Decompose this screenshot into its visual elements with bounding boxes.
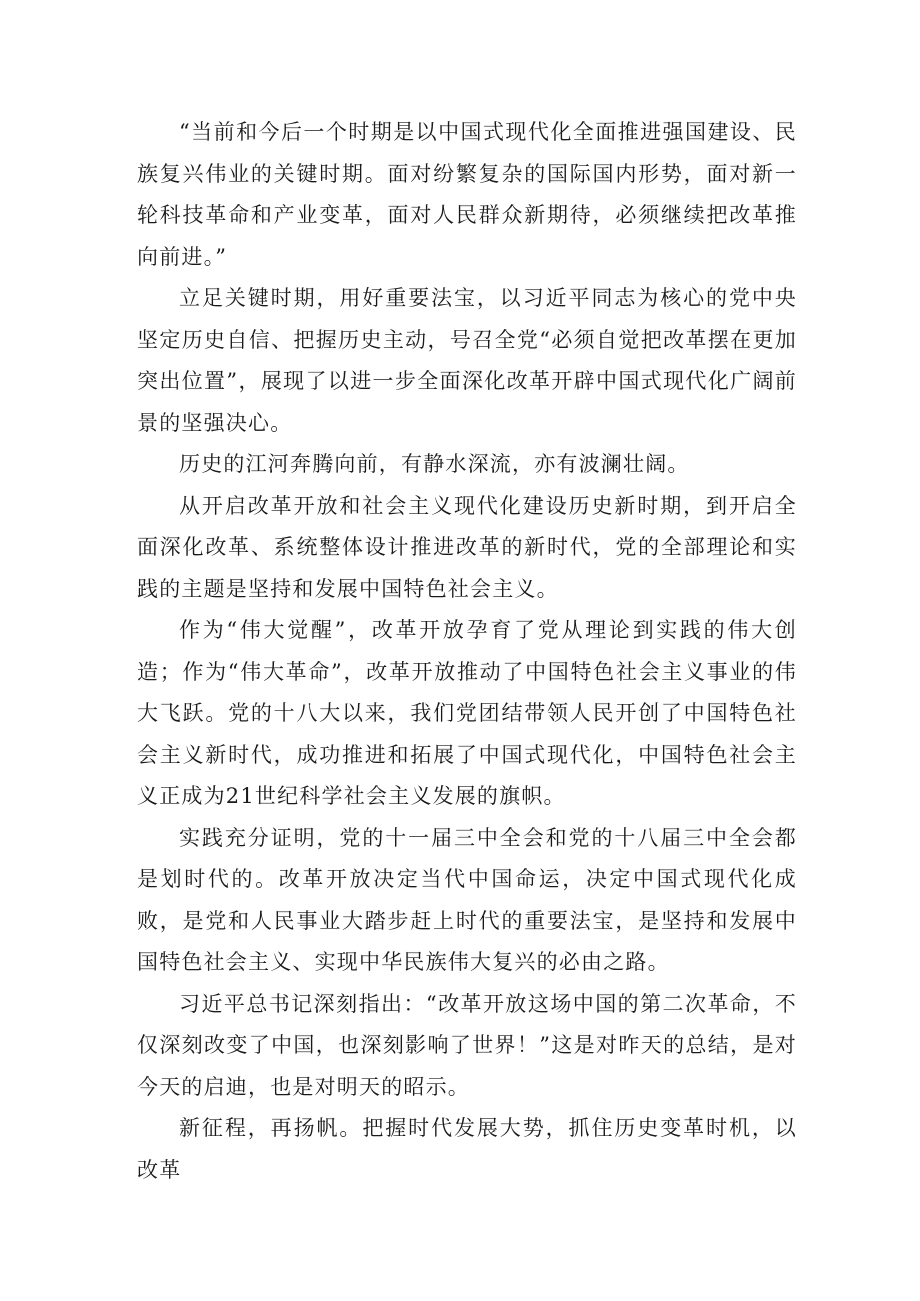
paragraph: 历史的江河奔腾向前，有静水深流，亦有波澜壮阔。 [179, 452, 690, 476]
paragraph: 实践充分证明，党的十一届三中全会和党的十八届三中全会都是划时代的。改革开放决定当代中国命运，决定中国式现代化成败，是党和人民事业大踏步赶上时代的重要法宝，是坚持和发展中国特色社会主义、实现中华民族伟大复兴的必由之路。 [137, 825, 797, 974]
paragraph: 作为“伟大觉醒”，改革开放孕育了党从理论到实践的伟大创造；作为“伟大革命”，改革开放推动了中国特色社会主义事业的伟大飞跃。党的十八大以来，我们党团结带领人民开创了中国特色社会主义新时代，成功推进和拓展了中国式现代化，中国特色社会主义正成为21世纪科学社会主义发展的旗帜。 [137, 618, 797, 808]
paragraph: 立足关键时期，用好重要法宝，以习近平同志为核心的党中央坚定历史自信、把握历史主动，号召全党“必须自觉把改革摆在更加突出位置”，展现了以进一步全面深化改革开辟中国式现代化广阔前景的坚强决心。 [137, 286, 797, 435]
article-body [137, 112, 797, 1191]
paragraph: 习近平总书记深刻指出：“改革开放这场中国的第二次革命，不仅深刻改变了中国，也深刻影响了世界！”这是对昨天的总结，是对今天的启迪，也是对明天的昭示。 [137, 991, 797, 1099]
paragraph: 新征程，再扬帆。把握时代发展大势，抓住历史变革时机，以改革 [137, 1116, 797, 1182]
paragraph: 从开启改革开放和社会主义现代化建设历史新时期，到开启全面深化改革、系统整体设计推进改革的新时代，党的全部理论和实践的主题是坚持和发展中国特色社会主义。 [137, 493, 797, 601]
paragraph: “当前和今后一个时期是以中国式现代化全面推进强国建设、民族复兴伟业的关键时期。面对纷繁复杂的国际国内形势，面对新一轮科技革命和产业变革，面对人民群众新期待，必须继续把改革推向前进。” [137, 120, 797, 269]
